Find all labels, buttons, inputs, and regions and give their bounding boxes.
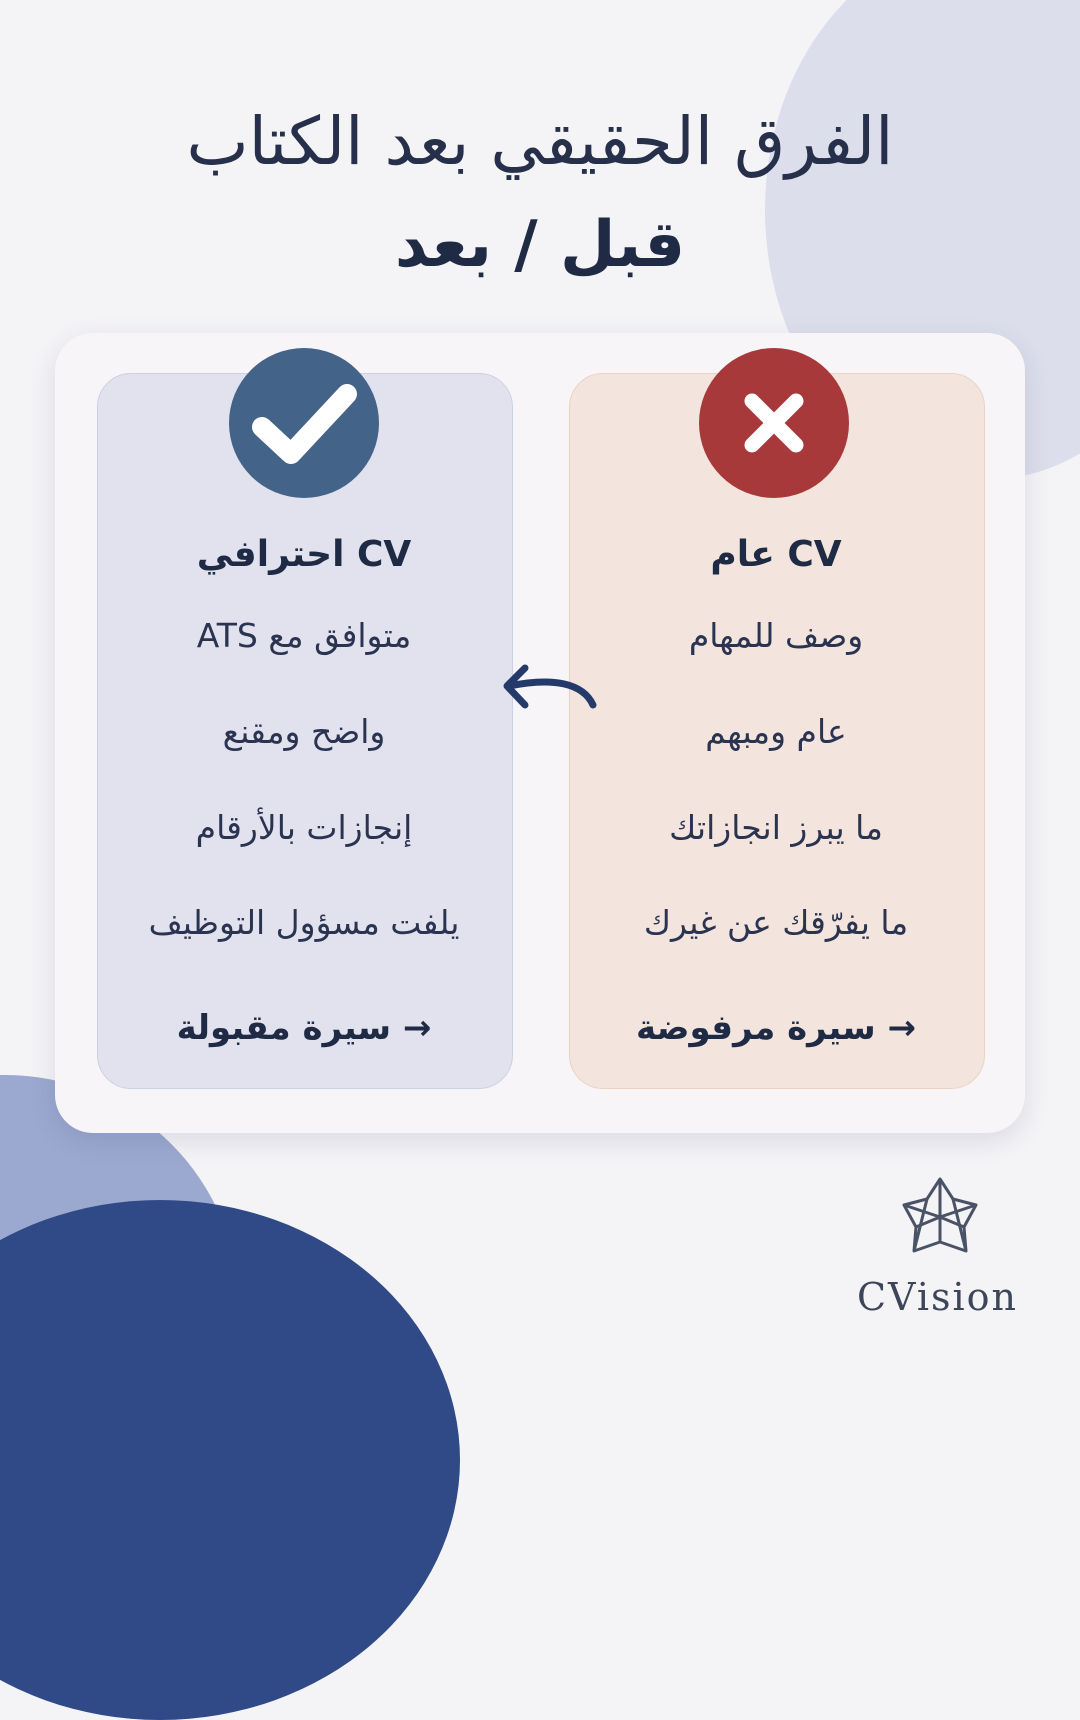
before-card-result: → سيرة مرفوضة xyxy=(636,1008,916,1048)
after-item: متوافق مع ATS xyxy=(196,616,412,655)
checkmark-icon xyxy=(229,348,379,498)
before-item: ما يفرّقك عن غيرك xyxy=(643,903,909,942)
before-item: عام ومبهم xyxy=(705,712,847,751)
after-item: واضح ومقنع xyxy=(222,712,386,751)
page-subtitle: قبل / بعد xyxy=(394,208,686,282)
decor-circle-bottom-left-dark xyxy=(0,1200,460,1720)
after-item: يلفت مسؤول التوظيف xyxy=(148,903,460,942)
after-card-result: → سيرة مقبولة xyxy=(176,1008,432,1048)
before-item: ما يبرز انجازاتك xyxy=(669,808,883,847)
brand-name: CVision xyxy=(856,1275,1018,1319)
page-title: الفرق الحقيقي بعد الكتاب xyxy=(186,103,894,180)
before-card-heading: CV عام xyxy=(710,534,842,575)
before-item: وصف للمهام xyxy=(688,616,864,655)
after-item: إنجازات بالأرقام xyxy=(195,808,413,847)
after-card-heading: CV احترافي xyxy=(196,534,412,575)
curved-arrow-left-icon xyxy=(495,655,605,717)
geometric-star-logo xyxy=(894,1175,986,1267)
cross-icon xyxy=(699,348,849,498)
